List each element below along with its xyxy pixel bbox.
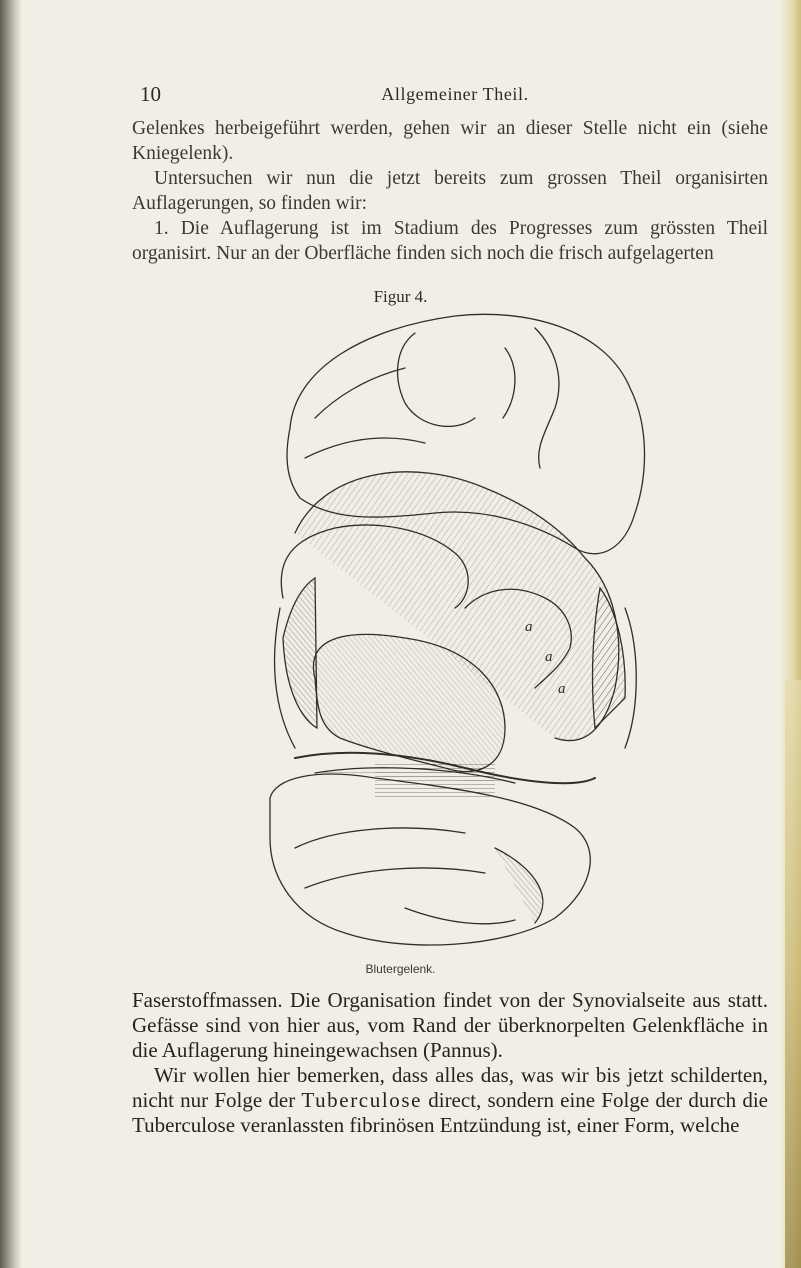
- figure-label-a: a: [545, 649, 553, 665]
- joint-engraving: [255, 308, 660, 953]
- bottom-text-block: [132, 988, 768, 1138]
- page-edge-left: [0, 0, 22, 1268]
- page-edge-right: [779, 0, 801, 1268]
- paragraph-wir-wollen: [132, 1063, 768, 1138]
- emphasis-tuberculose: Tuberculose: [301, 1088, 423, 1112]
- figure-label-a: a: [558, 681, 566, 697]
- figure-label-a: a: [525, 619, 533, 635]
- page-number: 10: [140, 82, 161, 106]
- paragraph-faserstoffmassen: Faserstoffmassen. Die Organisation findet von der Synovialseite aus statt. Gefässe sind von hier aus, vom Rand der überknorpelten Gelenkfläche in die Auflagerung hineingewachsen (Pannus).: [132, 988, 768, 1062]
- top-text-block: [132, 116, 768, 266]
- running-head: [140, 82, 770, 106]
- paragraph-untersuchen: Untersuchen wir nun die jetzt bereits zum grossen Theil organisirten Auflagerungen, so finden wir:: [132, 168, 768, 214]
- figure-illustration: [255, 308, 660, 953]
- paragraph-continuation: Gelenkes herbeigeführt werden, gehen wir an dieser Stelle nicht ein (siehe Kniegelenk).: [132, 118, 768, 164]
- text-run: Wir wollen hier bemerken, dass alles das, was wir bis jetzt schilderten, nicht nur Folge der: [132, 1063, 768, 1112]
- figure-caption: Figur 4.: [373, 287, 428, 306]
- paragraph-point-1: 1. Die Auflagerung ist im Stadium des Progresses zum grössten Theil organisirt. Nur an der Oberfläche finden sich noch die frisch aufgelagerten: [132, 218, 768, 264]
- running-title: Allgemeiner Theil.: [381, 84, 529, 104]
- text-run: direct, sondern eine Folge der durch die Tuberculose veranlassten fibrinösen Entzündung ist, einer Form, welche: [132, 1088, 768, 1137]
- figure-subcaption: Blutergelenk.: [365, 962, 436, 976]
